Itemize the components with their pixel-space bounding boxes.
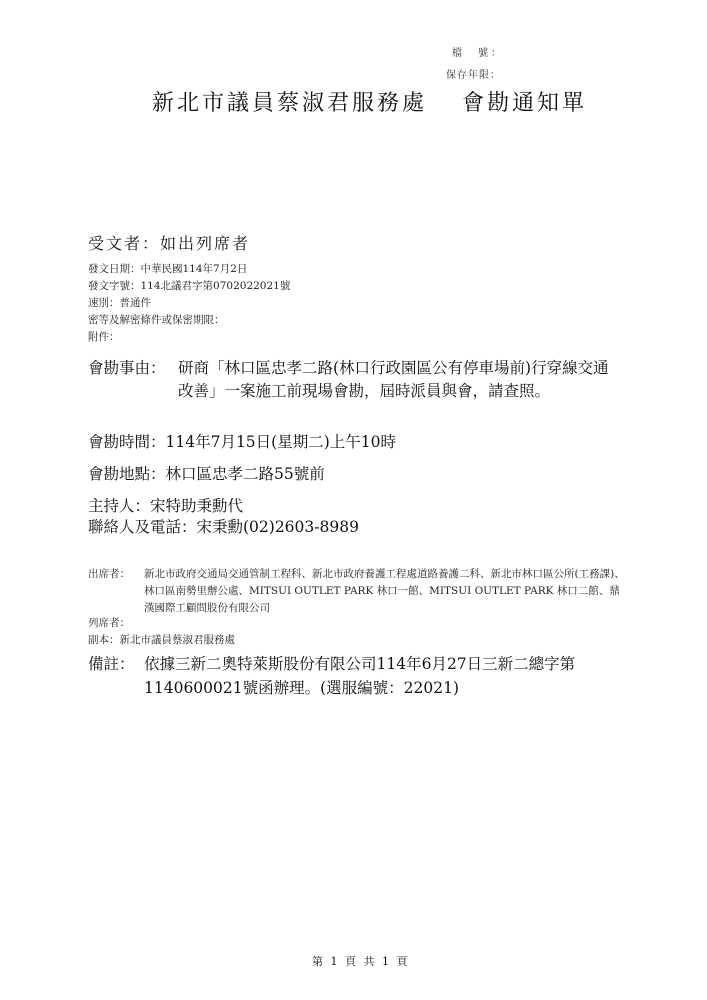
remark-text: 依據三新二奧特萊斯股份有限公司114年6月27日三新二總字第1140600021號函辦理。(選服編號：22021) [144, 655, 576, 697]
issue-date: 發文日期：中華民國114年7月2日 [88, 263, 248, 275]
recipient-line: 受文者：如出列席者 [88, 234, 251, 253]
page-number: 第 1 頁 共 1 頁 [312, 955, 410, 968]
urgency-level: 速別：普通件 [88, 297, 151, 309]
document-number: 發文字號：114北議君字第0702022021號 [88, 280, 291, 292]
attendees-label: 出席者： [88, 568, 130, 580]
inspection-time: 會勘時間：114年7月15日(星期二)上午10時 [88, 433, 396, 451]
reason-text: 研商「林口區忠孝二路(林口行政園區公有停車場前)行穿線交通改善」一案施工前現場會勘，屆時派員與會，請查照。 [178, 359, 609, 400]
attendees-list: 新北市政府交通局交通管制工程科、新北市政府養護工程處道路養護二科、新北市林口區公所(工務課)、林口區南勢里辦公處、MITSUI OUTLET PARK 林口一館、MITSUI OUTLET PARK 林口二館、鼎漢國際工顧問股份有限公司 [144, 568, 625, 614]
document-title: 新北市議員蔡淑君服務處 會勘通知單 [152, 91, 587, 116]
reason-label: 會勘事由： [88, 359, 166, 377]
attachment-line: 附件： [88, 331, 120, 343]
inspection-place: 會勘地點：林口區忠孝二路55號前 [88, 465, 325, 483]
contact-line: 聯絡人及電話：宋秉勳(02)2603-8989 [88, 518, 359, 536]
secrecy-level: 密等及解密條件或保密期限： [88, 314, 225, 326]
copy-recipient: 副本：新北市議員蔡淑君服務處 [88, 634, 235, 646]
retention-period-label: 保存年限： [446, 70, 501, 81]
remark-label: 備註： [88, 655, 135, 673]
observers-line: 列席者： [88, 617, 130, 629]
archive-number-label: 檔 號： [452, 48, 504, 59]
host-line: 主持人：宋特助秉勳代 [88, 497, 244, 515]
